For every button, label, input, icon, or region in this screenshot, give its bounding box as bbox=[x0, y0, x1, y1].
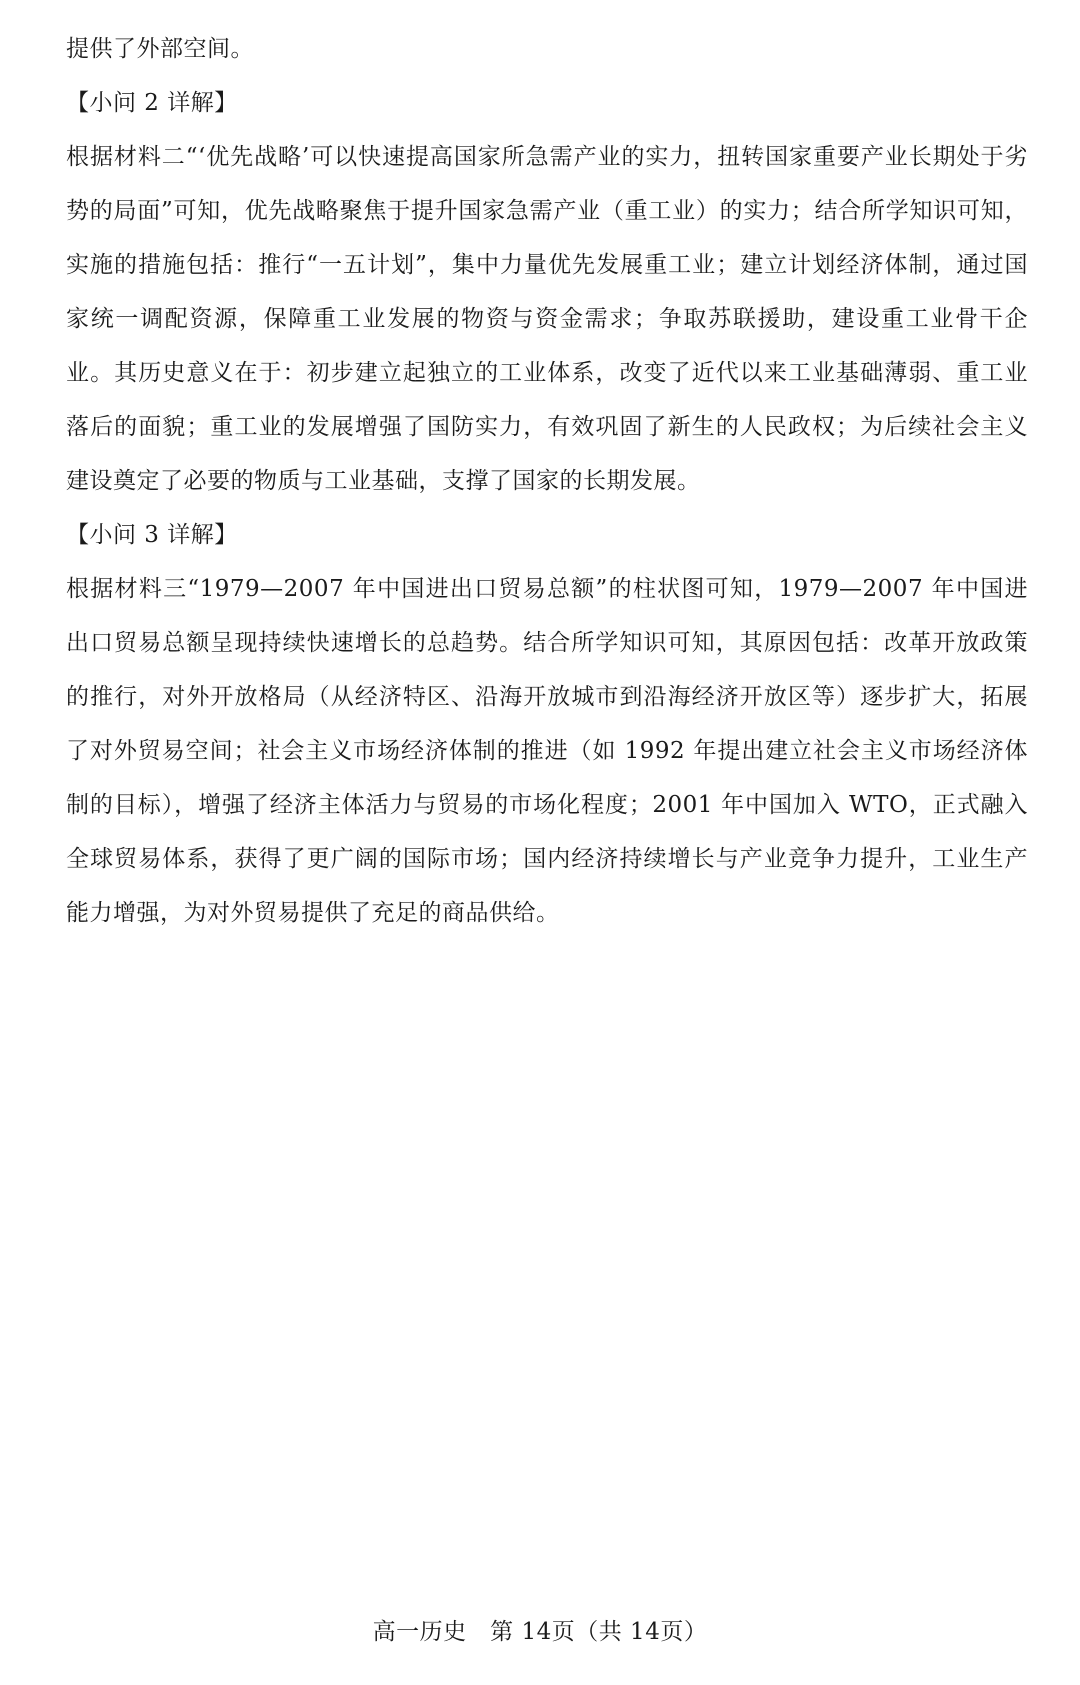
intro-line: 提供了外部空间。 bbox=[66, 36, 254, 62]
section-3-body: 根据材料三“1979—2007 年中国进出口贸易总额”的柱状图可知，1979—2007 年中国进出口贸易总额呈现持续快速增长的总趋势。结合所学知识可知，其原因包括：改革开放政策的推行，对外开放格局（从经济特区、沿海开放城市到沿海经济开放区等）逐步扩大，拓展了对外贸易空间；社会主义市场经济体制的推进（如 1992 年提出建立社会主义市场经济体制的目标），增强了经济主体活力与贸易的市场化程度；2001 年中国加入 WTO，正式融入全球贸易体系，获得了更广阔的国际市场；国内经济持续增长与产业竞争力提升，工业生产能力增强，为对外贸易提供了充足的商品供给。 bbox=[66, 576, 1028, 926]
page-footer: 高一历史 第 14页（共 14页） bbox=[372, 1619, 708, 1645]
document-body bbox=[66, 22, 1028, 940]
section-3-heading: 【小问 3 详解】 bbox=[66, 522, 238, 548]
section-2-heading: 【小问 2 详解】 bbox=[66, 90, 238, 116]
section-2-body: 根据材料二“‘优先战略’可以快速提高国家所急需产业的实力，扭转国家重要产业长期处于劣势的局面”可知，优先战略聚焦于提升国家急需产业（重工业）的实力；结合所学知识可知，实施的措施包括：推行“一五计划”，集中力量优先发展重工业；建立计划经济体制，通过国家统一调配资源，保障重工业发展的物资与资金需求；争取苏联援助，建设重工业骨干企业。其历史意义在于：初步建立起独立的工业体系，改变了近代以来工业基础薄弱、重工业落后的面貌；重工业的发展增强了国防实力，有效巩固了新生的人民政权；为后续社会主义建设奠定了必要的物质与工业基础，支撑了国家的长期发展。 bbox=[66, 144, 1028, 494]
